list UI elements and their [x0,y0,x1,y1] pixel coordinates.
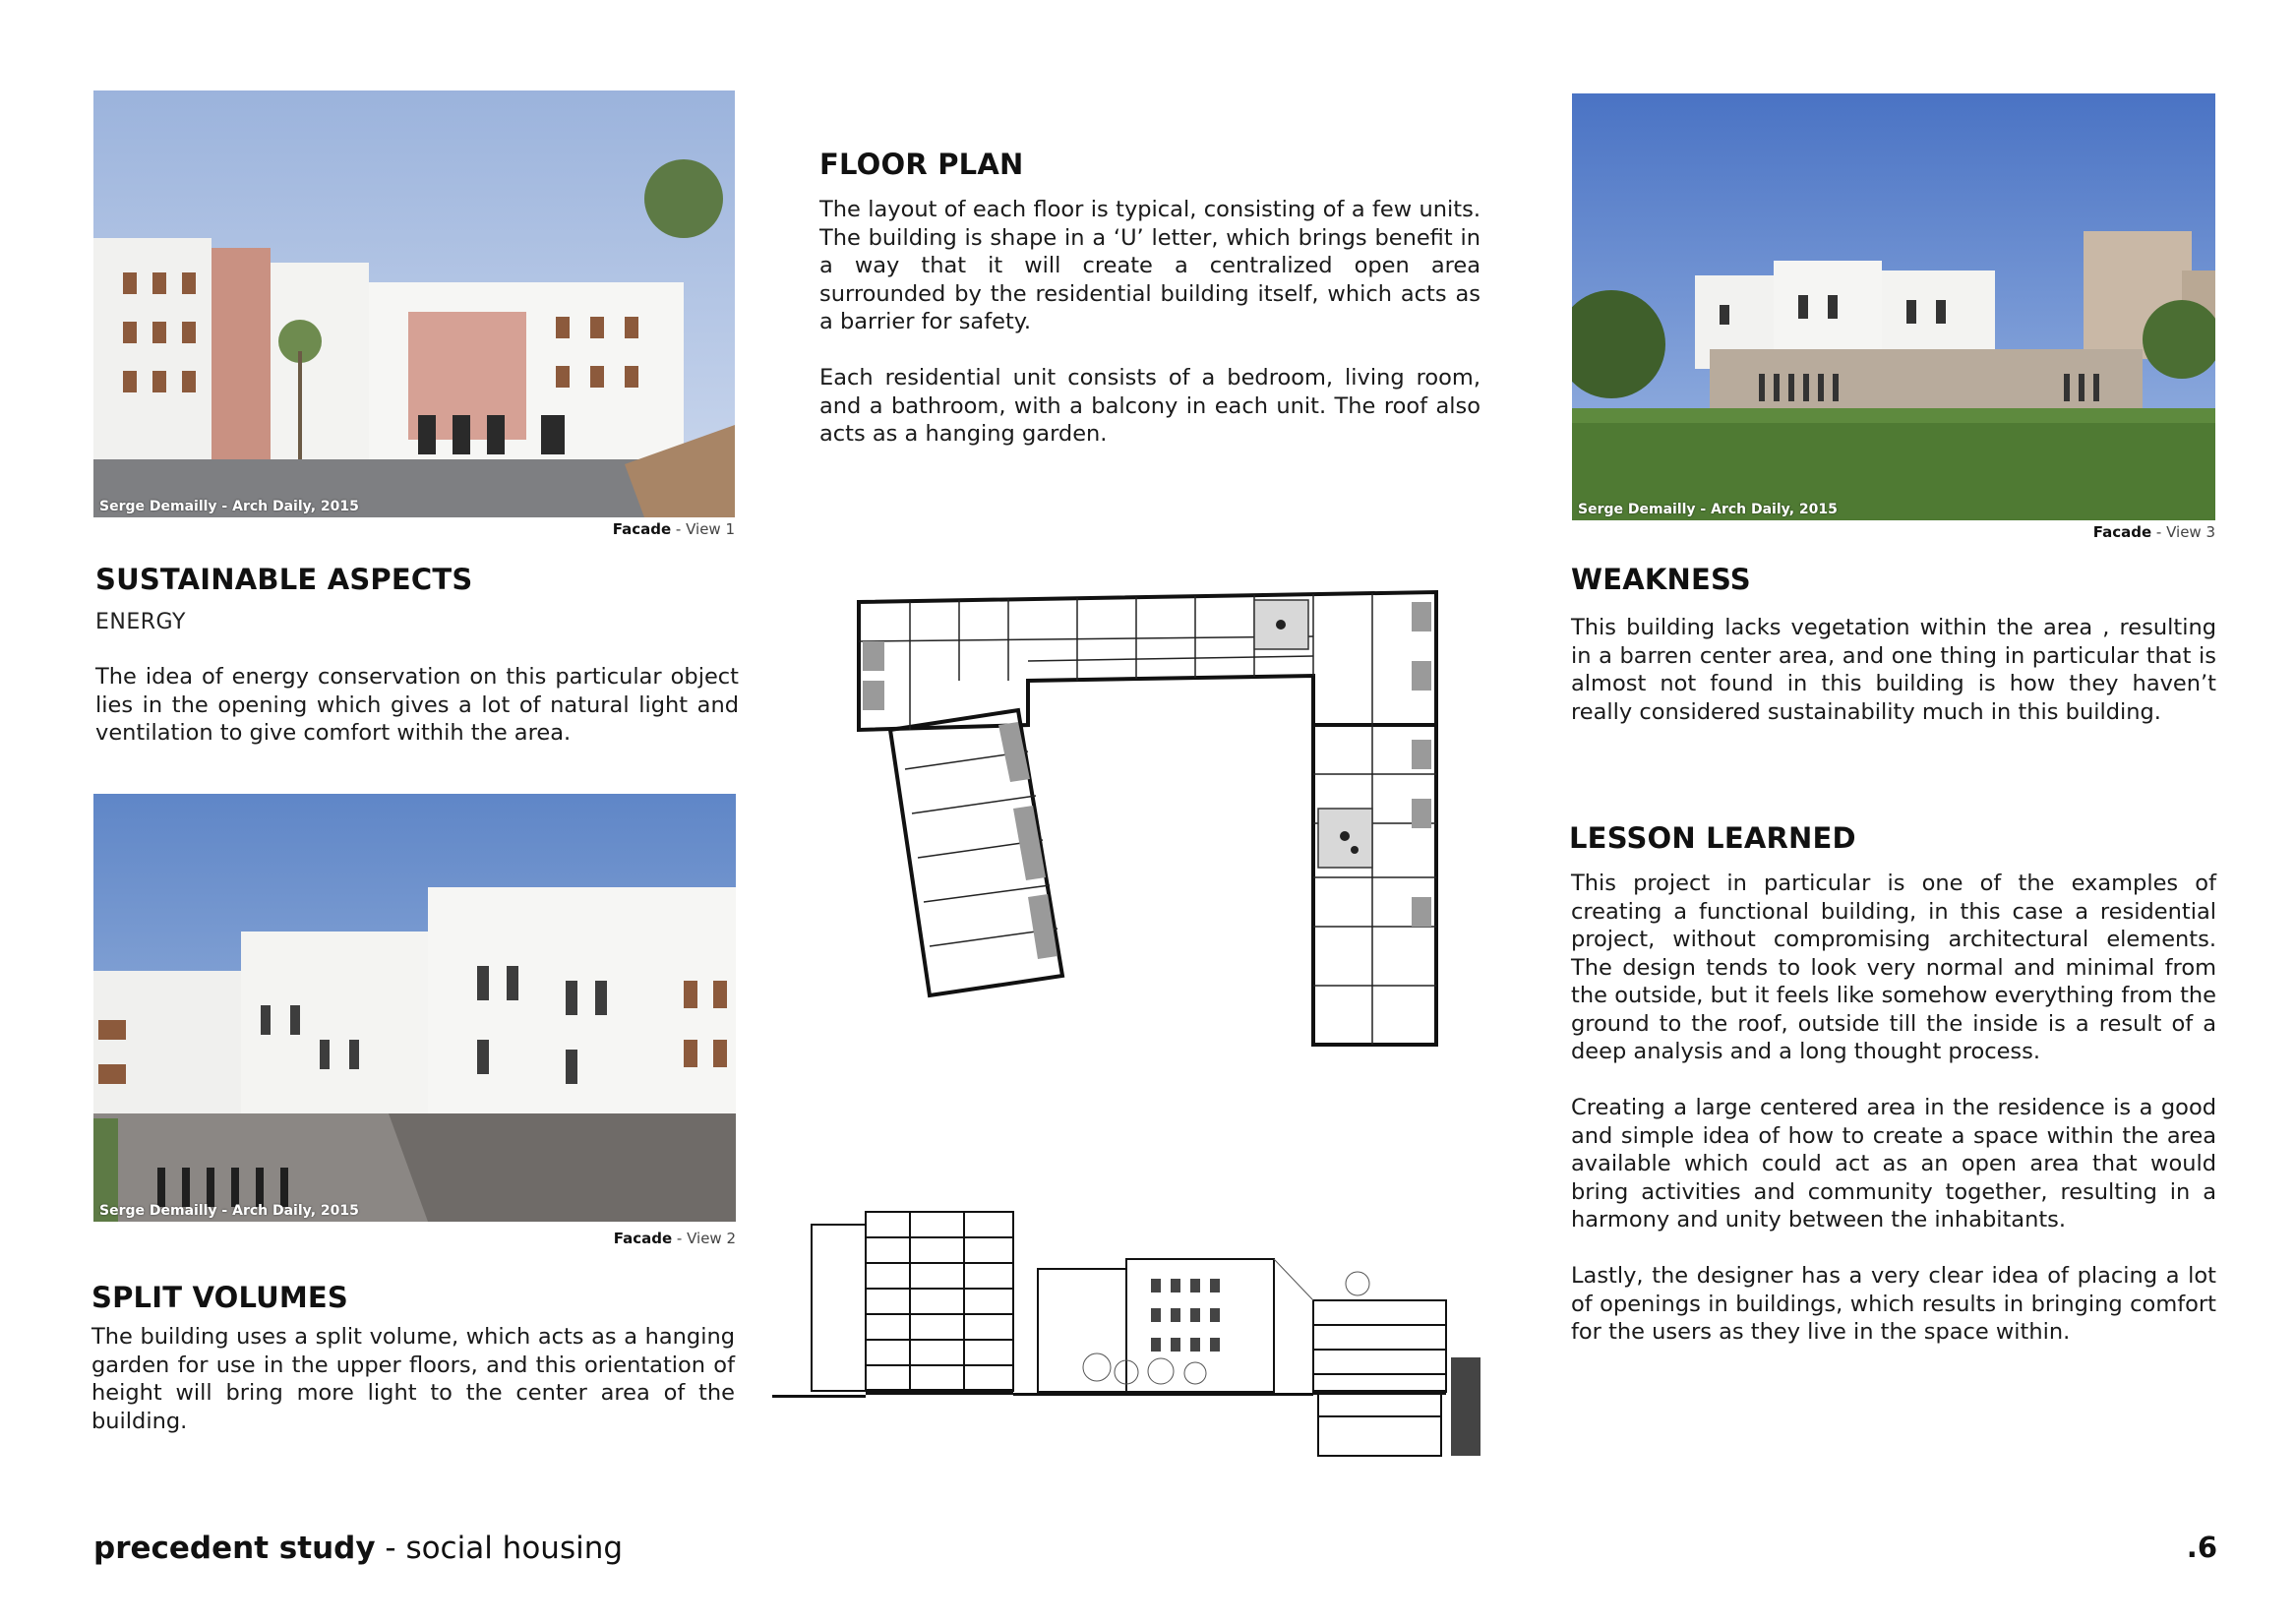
page-number: .6 [2186,1531,2217,1564]
photo-caption-view3 [1920,523,2215,541]
footer-title-bold: precedent study [93,1531,376,1566]
section-drawing [772,1131,1579,1505]
caption-view: - View 3 [2151,523,2215,541]
u-shaped-plan-image [851,582,1441,1052]
caption-label: Facade [613,1230,673,1247]
lesson-learned-text [1571,870,2216,1347]
facade-view3-image [1572,93,2215,520]
sustainable-paragraph: The idea of energy conservation on this particular object lies in the opening which gives a lot of natural light and ventilation to give comfort withih the area. [95,664,739,746]
weakness-paragraph: This building lacks vegetation within the area , resulting in a barren center area, and one thing in particular that is almost not found in this building is how they haven’t really considered sustainability much in this building. [1571,615,2216,725]
caption-view: - View 2 [672,1230,736,1247]
photo-credit: Serge Demailly - Arch Daily, 2015 [1578,502,1838,517]
weakness-heading: WEAKNESS [1571,563,1751,596]
sustainable-heading: SUSTAINABLE ASPECTS [95,563,473,596]
floor-plan-drawing [851,582,1441,1052]
facade-photo-view3 [1572,93,2215,520]
photo-credit: Serge Demailly - Arch Daily, 2015 [99,499,359,514]
energy-subheading: ENERGY [95,610,186,634]
floor-plan-paragraph: Each residential unit consists of a bedroom, living room, and a bathroom, with a balcony in each unit. The roof also acts as a hanging garden. [819,365,1480,447]
footer-title [93,1531,623,1566]
facade-view2-image [93,794,736,1222]
caption-label: Facade [612,520,672,538]
facade-view1-image [93,90,735,517]
caption-view: - View 1 [671,520,735,538]
lesson-learned-heading: LESSON LEARNED [1569,821,1856,855]
split-volumes-paragraph: The building uses a split volume, which acts as a hanging garden for use in the upper floors, and this orientation of height will bring more light to the center area of the building. [91,1324,735,1434]
footer-title-rest: - social housing [375,1531,624,1566]
lesson-paragraph: This project in particular is one of the examples of creating a functional building, in this case a residential project, without compromising architectural elements. The design tends to look very normal and minimal from the outside, but it feels like somehow everything from the ground to the roof, outside till the inside is a result of a deep analysis and a long thought process. [1571,871,2216,1064]
photo-credit: Serge Demailly - Arch Daily, 2015 [99,1203,359,1219]
photo-caption-view2 [441,1230,736,1247]
building-section-image [772,1131,1579,1505]
photo-caption-view1 [440,520,735,538]
caption-label: Facade [2092,523,2152,541]
split-volumes-heading: SPLIT VOLUMES [91,1281,349,1314]
lesson-paragraph: Creating a large centered area in the residence is a good and simple idea of how to create a space within the area available which could act as an open area that would bring activities and community together, resulting in a harmony and unity between the inhabitants. [1571,1095,2216,1232]
floor-plan-text [819,196,1480,449]
floor-plan-paragraph: The layout of each floor is typical, consisting of a few units. The building is shape in a ‘U’ letter, which brings benefit in a way that it will create a centralized open area surrounded by the residential building itself, which acts as a barrier for safety. [819,197,1480,334]
lesson-paragraph: Lastly, the designer has a very clear idea of placing a lot of openings in buildings, which results in bringing comfort for the users as they live in the space within. [1571,1263,2216,1345]
facade-photo-view2 [93,794,736,1222]
floor-plan-heading: FLOOR PLAN [819,148,1024,181]
facade-photo-view1 [93,90,735,517]
